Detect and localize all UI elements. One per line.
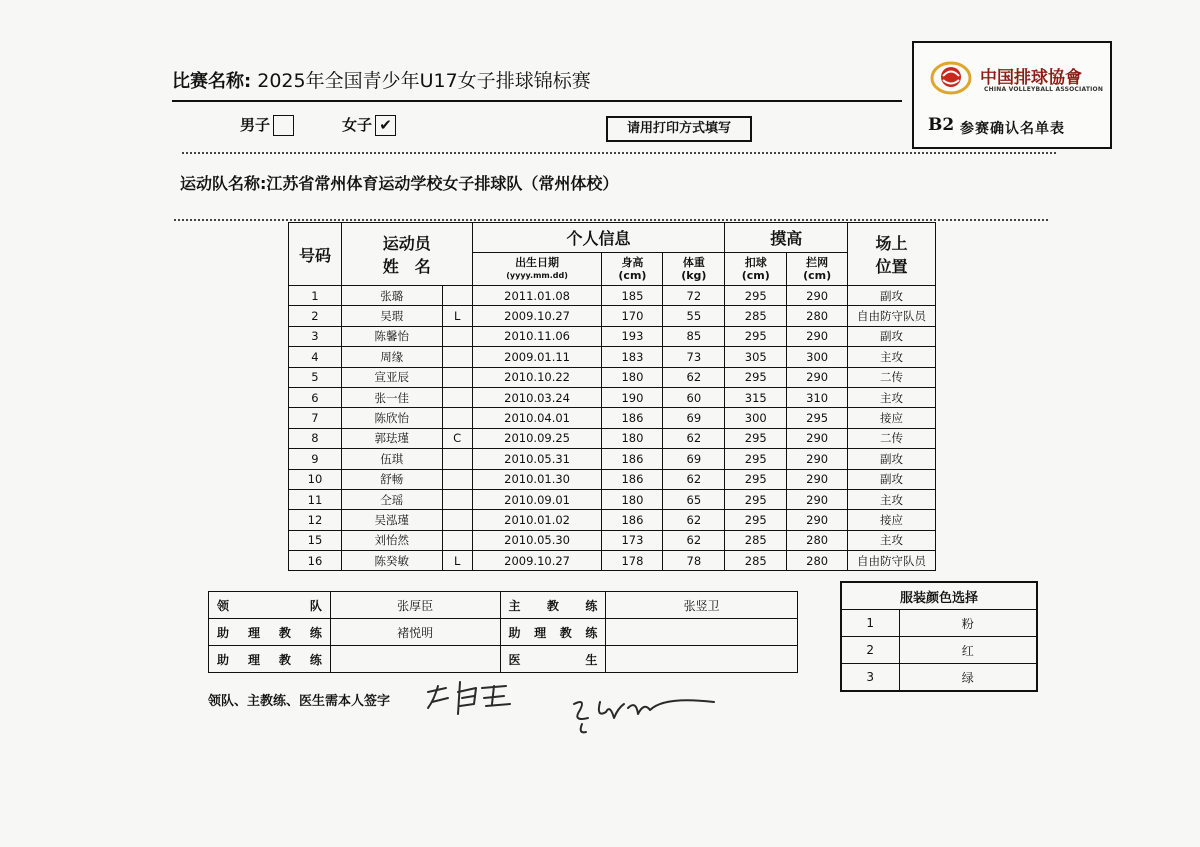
uniform-color-value[interactable]: 红: [899, 637, 1037, 664]
uniform-color-row: [841, 610, 1037, 637]
roster-row: [289, 306, 936, 326]
roster-table: [288, 222, 936, 571]
cell-number[interactable]: 7: [289, 408, 342, 428]
cell-position[interactable]: 二传: [848, 428, 936, 448]
doctor-name[interactable]: [606, 646, 798, 673]
cell-position[interactable]: 副攻: [848, 326, 936, 346]
male-label: 男子: [240, 116, 271, 134]
cell-height[interactable]: 178: [602, 551, 663, 571]
cell-birth[interactable]: 2010.10.22: [472, 367, 602, 387]
cell-height[interactable]: 180: [602, 367, 663, 387]
cell-spike[interactable]: 295: [725, 449, 787, 469]
cell-spike[interactable]: 300: [725, 408, 787, 428]
uniform-color-row: [841, 637, 1037, 664]
cell-position[interactable]: 主攻: [848, 387, 936, 407]
cell-weight[interactable]: 69: [663, 449, 725, 469]
cell-birth[interactable]: 2010.05.31: [472, 449, 602, 469]
cell-block[interactable]: 290: [787, 469, 848, 489]
roster-row: [289, 469, 936, 489]
roster-row: [289, 347, 936, 367]
roster-body: [289, 286, 936, 571]
col-height-label: 身高: [621, 256, 644, 269]
cell-name[interactable]: 刘怡然: [341, 530, 442, 550]
cell-number[interactable]: 12: [289, 510, 342, 530]
col-position-line1: 场上: [875, 234, 908, 253]
col-weight: [663, 253, 725, 286]
cell-weight[interactable]: 62: [663, 367, 725, 387]
col-birth: [472, 253, 602, 286]
match-name: 2025年全国青少年U17女子排球锦标赛: [257, 70, 591, 92]
roster-row: [289, 510, 936, 530]
cell-block[interactable]: 280: [787, 306, 848, 326]
cell-weight[interactable]: 78: [663, 551, 725, 571]
cell-height[interactable]: 173: [602, 530, 663, 550]
asst-coach-label-3: 助理教练: [500, 619, 606, 646]
cell-birth[interactable]: 2009.10.27: [472, 551, 602, 571]
female-label: 女子: [342, 116, 373, 134]
cell-position[interactable]: 主攻: [848, 347, 936, 367]
signature-note: 领队、主教练、医生需本人签字: [208, 694, 391, 709]
roster-row: [289, 367, 936, 387]
cell-spike[interactable]: 295: [725, 510, 787, 530]
cell-position[interactable]: 接应: [848, 510, 936, 530]
cell-name[interactable]: 郭珐瑾: [341, 428, 442, 448]
cell-spike[interactable]: 285: [725, 551, 787, 571]
cell-position[interactable]: 自由防守队员: [848, 306, 936, 326]
col-block: [787, 253, 848, 286]
roster-row: [289, 551, 936, 571]
uniform-color-body: [841, 610, 1037, 692]
cell-role[interactable]: [442, 510, 472, 530]
cell-weight[interactable]: 62: [663, 469, 725, 489]
cell-position[interactable]: 主攻: [848, 489, 936, 509]
cell-block[interactable]: 290: [787, 510, 848, 530]
cell-birth[interactable]: 2010.01.30: [472, 469, 602, 489]
roster-row: [289, 408, 936, 428]
asst-coach-label-2: 助理教练: [209, 646, 331, 673]
cell-role[interactable]: [442, 469, 472, 489]
cell-spike[interactable]: 285: [725, 530, 787, 550]
cell-number[interactable]: 4: [289, 347, 342, 367]
col-number: 号码: [289, 223, 342, 286]
cell-height[interactable]: 180: [602, 489, 663, 509]
cell-role[interactable]: [442, 367, 472, 387]
col-athlete: [341, 223, 472, 286]
cell-name[interactable]: 仝瑶: [341, 489, 442, 509]
doctor-label: 医 生: [500, 646, 606, 673]
cell-name[interactable]: 陈馨怡: [341, 326, 442, 346]
col-reach: 摸高: [725, 223, 848, 253]
roster-row: [289, 286, 936, 306]
form-title: 参赛确认名单表: [960, 121, 1065, 137]
cell-spike[interactable]: 305: [725, 347, 787, 367]
cell-block[interactable]: 290: [787, 449, 848, 469]
cell-weight[interactable]: 69: [663, 408, 725, 428]
cell-name[interactable]: 周缘: [341, 347, 442, 367]
logo-box: [912, 41, 1112, 149]
cell-position[interactable]: 副攻: [848, 286, 936, 306]
cell-spike[interactable]: 285: [725, 306, 787, 326]
cell-number[interactable]: 15: [289, 530, 342, 550]
cell-spike[interactable]: 295: [725, 286, 787, 306]
col-weight-unit: (kg): [681, 269, 707, 282]
team-label: 运动队名称:: [180, 174, 267, 193]
head-coach-name[interactable]: 张竖卫: [606, 592, 798, 619]
col-position-line2: 位置: [875, 257, 908, 276]
asst-coach-label-1: 助理教练: [209, 619, 331, 646]
col-block-label: 拦网: [806, 256, 829, 269]
roster-row: [289, 489, 936, 509]
cell-number[interactable]: 6: [289, 387, 342, 407]
cell-role[interactable]: L: [442, 306, 472, 326]
cell-name[interactable]: 陈癸敏: [341, 551, 442, 571]
cell-name[interactable]: 张一佳: [341, 387, 442, 407]
roster-row: [289, 449, 936, 469]
cell-birth[interactable]: 2010.03.24: [472, 387, 602, 407]
cell-spike[interactable]: 295: [725, 367, 787, 387]
cell-height[interactable]: 186: [602, 510, 663, 530]
cva-cn-name: 中国排球協會: [980, 68, 1082, 88]
gender-female: [342, 114, 396, 136]
cell-number[interactable]: 10: [289, 469, 342, 489]
roster-row: [289, 530, 936, 550]
cell-spike[interactable]: 295: [725, 326, 787, 346]
cell-height[interactable]: 193: [602, 326, 663, 346]
staff-table: [208, 591, 798, 673]
asst-coach-name-2[interactable]: [330, 646, 500, 673]
cell-role[interactable]: [442, 489, 472, 509]
uniform-color-row: [841, 664, 1037, 692]
col-athlete-line1: 运动员: [382, 234, 431, 253]
col-spike: [725, 253, 787, 286]
cell-block[interactable]: 310: [787, 387, 848, 407]
head-coach-label: 主 教 练: [500, 592, 606, 619]
cell-role[interactable]: [442, 387, 472, 407]
cell-block[interactable]: 295: [787, 408, 848, 428]
cell-height[interactable]: 180: [602, 428, 663, 448]
cell-position[interactable]: 接应: [848, 408, 936, 428]
team-name-line: [180, 171, 618, 194]
col-position: [848, 223, 936, 286]
col-personal-info: 个人信息: [472, 223, 725, 253]
col-spike-unit: (cm): [741, 269, 770, 282]
cell-weight[interactable]: 85: [663, 326, 725, 346]
col-athlete-line2: 姓 名: [382, 257, 431, 276]
cell-weight[interactable]: 62: [663, 510, 725, 530]
cell-weight[interactable]: 62: [663, 428, 725, 448]
cell-birth[interactable]: 2009.01.11: [472, 347, 602, 367]
cell-name[interactable]: 吴瑕: [341, 306, 442, 326]
cell-weight[interactable]: 65: [663, 489, 725, 509]
leader-label: 领 队: [209, 592, 331, 619]
uniform-color-table: [840, 581, 1038, 692]
cell-spike[interactable]: 295: [725, 428, 787, 448]
cell-block[interactable]: 290: [787, 489, 848, 509]
cell-position[interactable]: 主攻: [848, 530, 936, 550]
col-birth-format: (yyyy.mm.dd): [506, 271, 568, 280]
team-name: 江苏省常州体育运动学校女子排球队（常州体校）: [266, 174, 619, 193]
uniform-color-value[interactable]: 粉: [899, 610, 1037, 637]
cell-number[interactable]: 2: [289, 306, 342, 326]
cell-number[interactable]: 1: [289, 286, 342, 306]
cell-weight[interactable]: 73: [663, 347, 725, 367]
cell-role[interactable]: [442, 286, 472, 306]
print-note: 请用打印方式填写: [606, 116, 752, 142]
cell-block[interactable]: 290: [787, 286, 848, 306]
cell-role[interactable]: [442, 347, 472, 367]
cell-position[interactable]: 自由防守队员: [848, 551, 936, 571]
cell-birth[interactable]: 2009.10.27: [472, 306, 602, 326]
cell-position[interactable]: 副攻: [848, 449, 936, 469]
cell-block[interactable]: 280: [787, 530, 848, 550]
gender-male: [240, 114, 294, 136]
col-height-unit: (cm): [618, 269, 647, 282]
cell-height[interactable]: 186: [602, 408, 663, 428]
cell-birth[interactable]: 2010.11.06: [472, 326, 602, 346]
cell-name[interactable]: 伍琪: [341, 449, 442, 469]
match-label: 比赛名称:: [172, 71, 252, 92]
roster-row: [289, 428, 936, 448]
cell-weight[interactable]: 60: [663, 387, 725, 407]
col-block-unit: (cm): [803, 269, 832, 282]
cell-height[interactable]: 190: [602, 387, 663, 407]
cell-weight[interactable]: 55: [663, 306, 725, 326]
cell-height[interactable]: 186: [602, 449, 663, 469]
cell-block[interactable]: 300: [787, 347, 848, 367]
cell-birth[interactable]: 2010.05.30: [472, 530, 602, 550]
roster-row: [289, 387, 936, 407]
cell-number[interactable]: 9: [289, 449, 342, 469]
cell-role[interactable]: [442, 326, 472, 346]
uniform-option-number: 3: [841, 664, 899, 692]
female-checkbox[interactable]: ✔: [375, 115, 396, 136]
cell-block[interactable]: 290: [787, 367, 848, 387]
roster-row: [289, 326, 936, 346]
cell-position[interactable]: 二传: [848, 367, 936, 387]
cell-block[interactable]: 290: [787, 326, 848, 346]
cell-name[interactable]: 吴泓瑾: [341, 510, 442, 530]
cell-height[interactable]: 186: [602, 469, 663, 489]
cell-height[interactable]: 183: [602, 347, 663, 367]
col-height: [602, 253, 663, 286]
cell-spike[interactable]: 295: [725, 469, 787, 489]
cell-role[interactable]: L: [442, 551, 472, 571]
cell-position[interactable]: 副攻: [848, 469, 936, 489]
cell-birth[interactable]: 2010.04.01: [472, 408, 602, 428]
dotted-divider: [182, 152, 1056, 154]
cell-name[interactable]: 陈欣怡: [341, 408, 442, 428]
cell-birth[interactable]: 2010.01.02: [472, 510, 602, 530]
dotted-divider: [174, 219, 1048, 221]
cva-en-name: CHINA VOLLEYBALL ASSOCIATION: [984, 86, 1104, 93]
uniform-option-number: 2: [841, 637, 899, 664]
cell-block[interactable]: 290: [787, 428, 848, 448]
col-birth-label: 出生日期: [515, 256, 560, 269]
cell-name[interactable]: 宣亚辰: [341, 367, 442, 387]
cell-spike[interactable]: 295: [725, 489, 787, 509]
cell-number[interactable]: 16: [289, 551, 342, 571]
match-name-line: [172, 66, 902, 102]
handwritten-signature: [424, 678, 724, 748]
cell-birth[interactable]: 2010.09.01: [472, 489, 602, 509]
cell-role[interactable]: [442, 449, 472, 469]
col-weight-label: 体重: [682, 256, 705, 269]
cell-name[interactable]: 舒畅: [341, 469, 442, 489]
cell-role[interactable]: [442, 408, 472, 428]
cell-weight[interactable]: 72: [663, 286, 725, 306]
male-checkbox[interactable]: [273, 115, 294, 136]
col-spike-label: 扣球: [744, 256, 767, 269]
cell-birth[interactable]: 2010.09.25: [472, 428, 602, 448]
cell-name[interactable]: 张璐: [341, 286, 442, 306]
cell-number[interactable]: 5: [289, 367, 342, 387]
cell-number[interactable]: 3: [289, 326, 342, 346]
uniform-option-number: 1: [841, 610, 899, 637]
asst-coach-name-3[interactable]: [606, 619, 798, 646]
cell-block[interactable]: 280: [787, 551, 848, 571]
cell-number[interactable]: 8: [289, 428, 342, 448]
form-code: B2: [928, 115, 955, 135]
cell-weight[interactable]: 62: [663, 530, 725, 550]
cell-role[interactable]: [442, 530, 472, 550]
cva-emblem-icon: [930, 61, 972, 95]
cell-height[interactable]: 185: [602, 286, 663, 306]
cell-birth[interactable]: 2011.01.08: [472, 286, 602, 306]
uniform-color-value[interactable]: 绿: [899, 664, 1037, 692]
asst-coach-name-1[interactable]: 褚悦明: [330, 619, 500, 646]
cell-number[interactable]: 11: [289, 489, 342, 509]
cell-spike[interactable]: 315: [725, 387, 787, 407]
cell-height[interactable]: 170: [602, 306, 663, 326]
leader-name[interactable]: 张厚臣: [330, 592, 500, 619]
uniform-title: 服装颜色选择: [841, 582, 1037, 610]
cell-role[interactable]: C: [442, 428, 472, 448]
